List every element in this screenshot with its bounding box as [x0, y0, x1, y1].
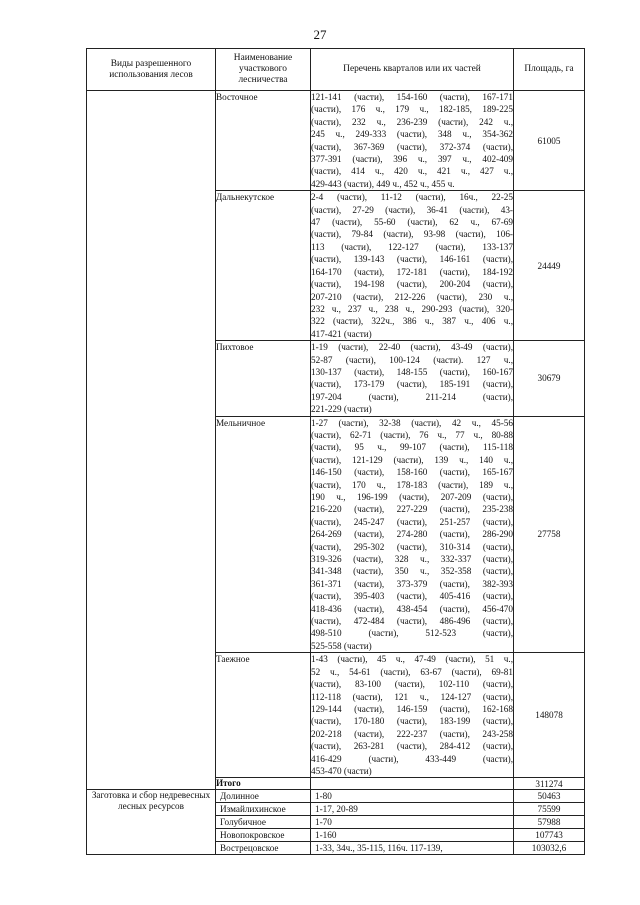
quarters-line: 416-429 (части), 433-449 (части),: [311, 753, 513, 764]
quarters-line: 322 (части), 322ч., 386 ч., 387 ч., 406 ч.,: [311, 316, 513, 327]
quarters-line: 112-118 (части), 121 ч., 124-127 (части),: [311, 691, 513, 702]
quarters-line: 1-19 (части), 22-40 (части), 43-49 (части),: [311, 342, 513, 353]
district-name: Голубичное: [216, 816, 311, 829]
quarters-line: (части), 27-29 (части), 36-41 (части), 43-: [311, 204, 513, 215]
total-label: Итого: [216, 778, 311, 790]
quarters-line: 129-144 (части), 146-159 (части), 162-168: [311, 703, 513, 714]
quarters-line: 264-269 (части), 274-280 (части), 286-290: [311, 529, 513, 540]
quarters-line: 361-371 (части), 373-379 (части), 382-393: [311, 578, 513, 589]
area-value: 24449: [514, 191, 585, 341]
district-name: Долинное: [216, 790, 311, 803]
quarters-list: 1-160: [311, 829, 514, 842]
quarters-line: 164-170 (части), 172-181 (части), 184-192: [311, 266, 513, 277]
quarters-line: 453-470 (части): [311, 765, 372, 776]
quarters-line: 417-421 (части): [311, 328, 372, 339]
quarters-line: 319-326 (части), 328 ч., 332-337 (части),: [311, 554, 513, 565]
area-value: 50463: [514, 790, 585, 803]
quarters-list: [311, 416, 514, 653]
quarters-line: 190 ч., 196-199 (части), 207-209 (части),: [311, 492, 513, 502]
quarters-list: 1-70: [311, 816, 514, 829]
district-name: Новопокровское: [216, 829, 311, 842]
quarters-line: 1-43 (части), 45 ч., 47-49 (части), 51 ч.,: [311, 654, 513, 665]
total-empty: [311, 778, 514, 790]
quarters-line: (части), 414 ч., 420 ч., 421 ч., 427 ч.,: [311, 166, 513, 177]
area-value: 57988: [514, 816, 585, 829]
quarters-line: 216-220 (части), 227-229 (части), 235-238: [311, 504, 513, 515]
quarters-line: (части), 245-247 (части), 251-257 (части),: [311, 516, 513, 527]
table-header-row: [87, 49, 585, 91]
quarters-line: 245 ч., 249-333 (части), 348 ч., 354-362: [311, 129, 513, 140]
district-name: Восточное: [216, 91, 311, 191]
header-use: Виды разрешенного использования лесов: [87, 49, 216, 91]
quarters-line: (части), 295-302 (части), 310-314 (части),: [311, 541, 513, 552]
header-district: Наименование участкового лесничества: [216, 49, 311, 91]
quarters-line: (части), 173-179 (части), 185-191 (части),: [311, 379, 513, 390]
quarters-line: 377-391 (части), 396 ч., 397 ч., 402-409: [311, 154, 513, 165]
area-value: 75599: [514, 803, 585, 816]
page-number: 27: [313, 27, 327, 42]
area-value: 107743: [514, 829, 585, 842]
quarters-line: 146-150 (части), 158-160 (части), 165-167: [311, 467, 513, 478]
quarters-line: (части), 232 ч., 236-239 (части), 242 ч.,: [311, 116, 513, 127]
total-area: 311274: [514, 778, 585, 790]
area-value: 27758: [514, 416, 585, 653]
quarters-line: 221-229 (части): [311, 404, 372, 415]
header-area: Площадь, га: [514, 49, 585, 91]
quarters-line: 52 ч., 54-61 (части), 63-67 (части), 69-81: [311, 666, 513, 677]
quarters-line: (части), 170-180 (части), 183-199 (части),: [311, 716, 513, 727]
table-row: [87, 91, 585, 191]
table-row: [87, 790, 585, 803]
quarters-line: (части), 395-403 (части), 405-416 (части),: [311, 591, 513, 602]
area-value: 61005: [514, 91, 585, 191]
district-name: Мельничное: [216, 416, 311, 653]
quarters-line: (части), 79-84 (части), 93-98 (части), 106-: [311, 229, 513, 240]
use-cell-empty: [87, 91, 216, 790]
quarters-line: (части), 176 ч., 179 ч., 182-185, 189-225: [311, 104, 513, 115]
area-value: 103032,6: [514, 842, 585, 855]
quarters-line: 197-204 (части), 211-214 (части),: [311, 391, 513, 402]
quarters-line: 1-27 (части), 32-38 (части), 42 ч., 45-56: [311, 417, 513, 428]
quarters-line: 418-436 (части), 438-454 (части), 456-470: [311, 603, 513, 614]
quarters-line: 525-558 (части): [311, 640, 372, 651]
area-value: 30679: [514, 341, 585, 416]
quarters-line: (части), 367-369 (части), 372-374 (части),: [311, 141, 513, 152]
quarters-list: [311, 91, 514, 191]
quarters-list: 1-33, 34ч., 35-115, 116ч. 117-139,: [311, 842, 514, 855]
quarters-line: (части), 170 ч., 178-183 (части), 189 ч.,: [311, 479, 513, 490]
quarters-line: (части), 194-198 (части), 200-204 (части),: [311, 279, 513, 290]
district-name: Пихтовое: [216, 341, 311, 416]
quarters-line: 121-141 (части), 154-160 (части), 167-171: [311, 92, 513, 102]
quarters-line: (части), 95 ч., 99-107 (части), 115-118: [311, 442, 513, 453]
header-quarters: Перечень кварталов или их частей: [311, 49, 514, 91]
forest-use-table: [86, 48, 585, 855]
quarters-line: 429-443 (части), 449 ч., 452 ч., 455 ч.: [311, 178, 455, 189]
district-name: Вострецовское: [216, 842, 311, 855]
district-name: Измайлихинское: [216, 803, 311, 816]
quarters-line: 341-348 (части), 350 ч., 352-358 (части),: [311, 566, 513, 577]
quarters-line: (части), 472-484 (части), 486-496 (части),: [311, 616, 513, 627]
quarters-line: 498-510 (части), 512-523 (части),: [311, 628, 513, 639]
quarters-list: [311, 191, 514, 341]
quarters-list: [311, 341, 514, 416]
use-type: Заготовка и сбор недревесных лесных ресурсов: [87, 790, 216, 855]
quarters-line: (части), 83-100 (части), 102-110 (части),: [311, 679, 513, 690]
quarters-line: 47 (части), 55-60 (части), 62 ч., 67-69: [311, 217, 513, 228]
quarters-line: 113 (части), 122-127 (части), 133-137: [311, 241, 513, 252]
district-name: Дальнекутское: [216, 191, 311, 341]
quarters-line: (части), 62-71 (части), 76 ч., 77 ч., 80-88: [311, 429, 513, 440]
area-value: 148078: [514, 653, 585, 778]
quarters-list: 1-17, 20-89: [311, 803, 514, 816]
quarters-line: (части), 263-281 (части), 284-412 (части),: [311, 741, 513, 752]
quarters-line: 207-210 (части), 212-226 (части), 230 ч.,: [311, 291, 513, 302]
quarters-line: 52-87 (части), 100-124 (части). 127 ч.,: [311, 354, 513, 365]
quarters-list: [311, 653, 514, 778]
quarters-line: (части), 139-143 (части), 146-161 (части),: [311, 254, 513, 265]
district-name: Таежное: [216, 653, 311, 778]
quarters-line: 232 ч., 237 ч., 238 ч., 290-293 (части), 320-: [311, 303, 513, 314]
quarters-line: (части), 121-129 (части), 139 ч., 140 ч.,: [311, 454, 513, 465]
quarters-list: 1-80: [311, 790, 514, 803]
quarters-line: 2-4 (части), 11-12 (части), 16ч., 22-25: [311, 192, 513, 203]
quarters-line: 202-218 (части), 222-237 (части), 243-258: [311, 728, 513, 739]
quarters-line: 130-137 (части), 148-155 (части), 160-167: [311, 366, 513, 377]
